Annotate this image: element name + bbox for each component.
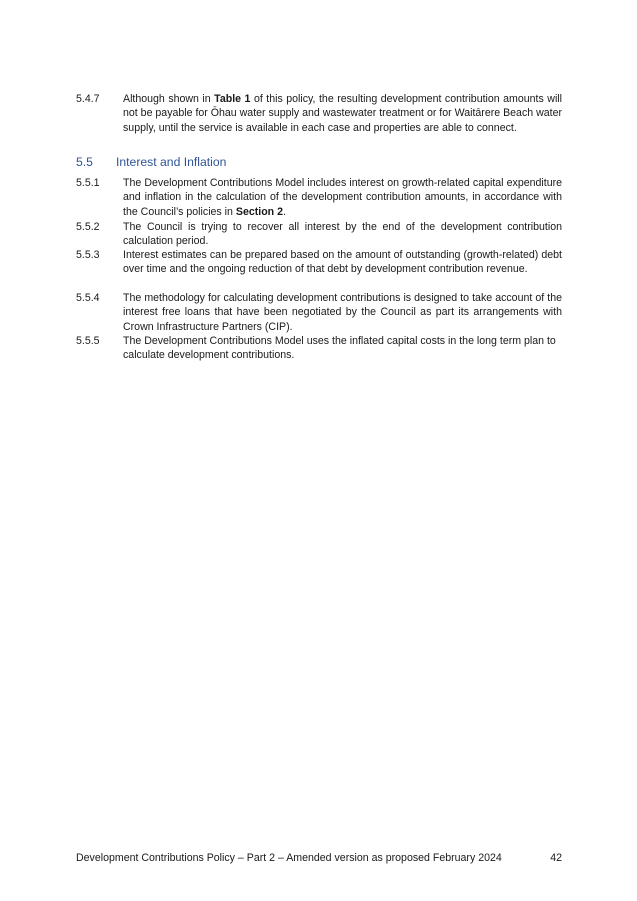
section-title: Interest and Inflation (116, 155, 227, 169)
clause-number: 5.5.4 (76, 292, 100, 304)
clause-text: The Council is trying to recover all interest by the end of the development contribution calculation period. (123, 221, 562, 248)
clause-text: The Development Contributions Model uses the inflated capital costs in the long term plan to calculate development contributions. (123, 335, 556, 362)
section-heading (76, 154, 226, 170)
clause-text: Although shown in Table 1 of this policy, the resulting development contribution amounts will not be payable for Ōhau water supply and wastewater treatment or for Waitārere Beach water supply, until the service is available in each case and properties are able to connect. (123, 93, 562, 134)
clause-text: Interest estimates can be prepared based on the amount of outstanding (growth-related) debt over time and the ongoing reduction of that debt by development contribution revenue. (123, 249, 562, 276)
clause-5-5-5 (76, 334, 562, 363)
clause-5-5-3 (76, 248, 562, 277)
clause-5-5-1 (76, 176, 562, 219)
page-footer (76, 851, 562, 865)
clause-5-5-2 (76, 220, 562, 249)
clause-number: 5.5.3 (76, 249, 100, 261)
section-reference: Section 2 (235, 205, 283, 218)
section-number: 5.5 (76, 155, 93, 169)
clause-text: The methodology for calculating development contributions is designed to take account of the interest free loans that have been negotiated by the Council as part its arrangements with Crown Infrastructure Partners (CIP). (123, 292, 562, 333)
clause-number: 5.5.5 (76, 335, 100, 347)
clause-text: The Development Contributions Model includes interest on growth-related capital expenditure and inflation in the calculation of the development contribution amounts, in accordance with the Council’s policies in Section 2. (123, 177, 562, 218)
clause-number: 5.5.2 (76, 221, 100, 233)
clause-5-4-7 (76, 92, 562, 135)
clause-5-5-4 (76, 291, 562, 334)
clause-number: 5.4.7 (76, 93, 100, 105)
clause-number: 5.5.1 (76, 177, 100, 189)
table-reference: Table 1 (214, 93, 251, 105)
page-number: 42 (550, 852, 562, 864)
footer-title: Development Contributions Policy – Part 2 – Amended version as proposed February 2024 (76, 852, 502, 864)
